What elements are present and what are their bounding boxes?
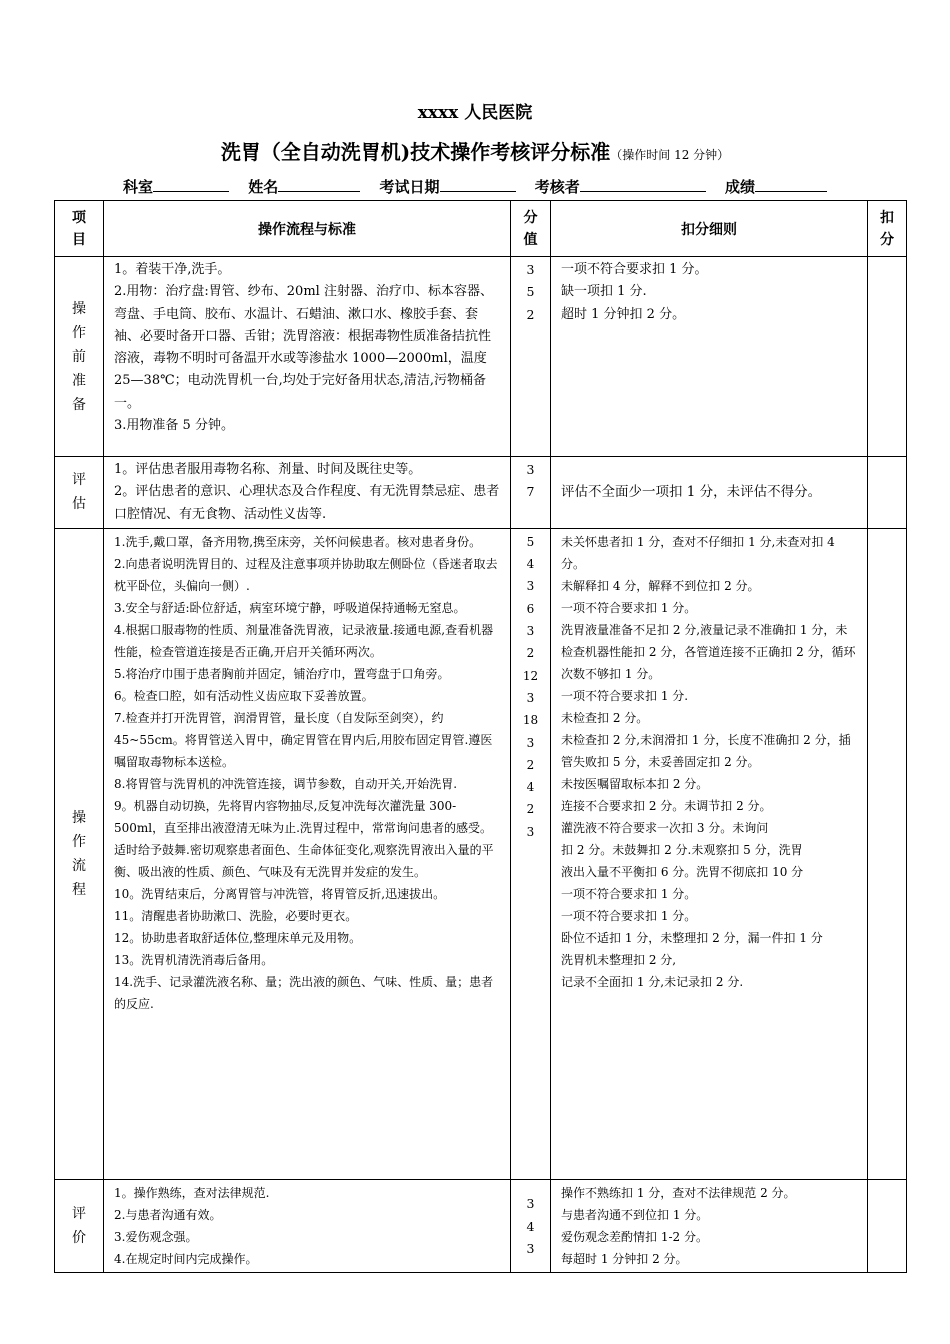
category-cell [55, 528, 104, 1179]
field-label-examiner: 考核者 [534, 178, 580, 196]
header-score: 分值 [511, 201, 551, 257]
category-label: 操作前准备 [72, 300, 86, 413]
deducted-cell[interactable] [868, 257, 907, 457]
deduction-item: 未关怀患者扣 1 分，查对不仔细扣 1 分,未查对扣 4 分。 [561, 534, 835, 571]
process-step: 1.洗手,戴口罩，备齐用物,携至床旁，关怀问候患者。核对患者身份。 [114, 534, 482, 549]
field-label-grade: 成绩 [724, 178, 755, 196]
process-step: 8.将胃管与洗胃机的冲洗管连接，调节参数，自动开关,开始洗胃. [114, 776, 458, 791]
deduction-item: 连接不合要求扣 2 分。未调节扣 2 分。 [561, 798, 772, 813]
score-value: 5 [526, 284, 535, 300]
process-step: 1。评估患者服用毒物名称、剂量、时间及既往史等。 [114, 462, 422, 477]
score-value: 3 [526, 1241, 535, 1257]
deduction-item: 未解释扣 4 分，解释不到位扣 2 分。 [561, 578, 760, 593]
deduction-item: 一项不符合要求扣 1 分。 [561, 262, 708, 277]
score-value: 3 [526, 824, 535, 839]
hospital-name: xxxx 人民医院 [417, 103, 533, 123]
category-cell [55, 457, 104, 529]
score-cell [511, 257, 551, 457]
field-label-name: 姓名 [248, 178, 279, 196]
process-step: 2.向患者说明洗胃目的、过程及注意事项并协助取左侧卧位（昏迷者取去枕平卧位，头偏向一侧）. [114, 556, 498, 593]
document-title [0, 136, 950, 165]
score-value: 2 [526, 306, 535, 322]
deduction-item: 卧位不适扣 1 分，未整理扣 2 分，漏一件扣 1 分 [561, 930, 823, 945]
process-cell [104, 457, 511, 529]
header-item: 项目 [55, 201, 104, 257]
field-blank-grade[interactable] [755, 177, 827, 192]
field-blank-examiner[interactable] [580, 177, 706, 192]
deducted-cell[interactable] [868, 457, 907, 529]
process-step: 1。着装干净,洗手。 [114, 262, 231, 277]
score-value: 2 [526, 646, 535, 661]
table-row [55, 1179, 907, 1272]
scoring-table [54, 200, 907, 1273]
process-step: 6。检查口腔，如有活动性义齿应取下妥善放置。 [114, 688, 374, 703]
deduction-item: 灌洗液不符合要求一次扣 3 分。未询问 [561, 820, 769, 835]
process-step: 4.在规定时间内完成操作。 [114, 1251, 258, 1266]
deducted-cell[interactable] [868, 528, 907, 1179]
score-value: 18 [522, 713, 539, 728]
deduction-cell [551, 457, 868, 529]
score-value: 6 [526, 601, 535, 616]
score-value: 3 [526, 579, 535, 594]
score-cell [511, 528, 551, 1179]
deduction-cell [551, 1179, 868, 1272]
title-note: （操作时间 12 分钟） [610, 148, 730, 162]
process-step: 3.安全与舒适:卧位舒适，病室环境宁静，呼吸道保持通畅无窒息。 [114, 600, 466, 615]
deduction-item: 爱伤观念差酌情扣 1-2 分。 [561, 1229, 708, 1244]
field-label-date: 考试日期 [379, 178, 440, 196]
table-row [55, 257, 907, 457]
deduction-item: 一项不符合要求扣 1 分。 [561, 886, 697, 901]
category-cell [55, 257, 104, 457]
score-value: 3 [526, 690, 535, 705]
deduction-item: 未检查扣 2 分,未润滑扣 1 分，长度不准确扣 2 分，插管失败扣 5 分，未妥善固定扣 2 分。 [561, 732, 851, 769]
field-label-dept: 科室 [122, 178, 153, 196]
deduction-item: 一项不符合要求扣 1 分。 [561, 908, 697, 923]
score-value: 4 [526, 557, 535, 572]
process-step: 2。评估患者的意识、心理状态及合作程度、有无洗胃禁忌症、患者口腔情况、有无食物、活动性义齿等. [114, 484, 500, 522]
score-value: 3 [526, 1196, 535, 1212]
deduction-item: 洗胃液量准备不足扣 2 分,液量记录不准确扣 1 分，未检查机器性能扣 2 分，各管道连接不正确扣 2 分，循环次数不够扣 1 分。 [561, 622, 856, 681]
deduction-item: 每超时 1 分钟扣 2 分。 [561, 1251, 688, 1266]
category-label: 评价 [72, 1205, 86, 1246]
score-cell [511, 457, 551, 529]
deduction-item: 记录不全面扣 1 分,未记录扣 2 分. [561, 974, 744, 989]
deducted-cell[interactable] [868, 1179, 907, 1272]
deduction-item: 洗胃机未整理扣 2 分, [561, 952, 677, 967]
score-value: 3 [526, 624, 535, 639]
process-step: 3.爱伤观念强。 [114, 1229, 198, 1244]
process-step: 1。操作熟练，查对法律规范. [114, 1185, 270, 1200]
score-value: 2 [526, 757, 535, 772]
score-value: 4 [526, 1218, 535, 1234]
info-line [0, 176, 950, 197]
field-blank-name[interactable] [278, 177, 360, 192]
table-row [55, 457, 907, 529]
score-value: 3 [526, 462, 535, 477]
deduction-item: 超时 1 分钟扣 2 分。 [561, 306, 686, 322]
table-row [55, 528, 907, 1179]
score-value: 4 [526, 780, 535, 795]
score-value: 2 [526, 802, 535, 817]
table-header-row [55, 201, 907, 257]
deduction-cell [551, 528, 868, 1179]
process-cell [104, 528, 511, 1179]
process-cell [104, 1179, 511, 1272]
deduction-item: 与患者沟通不到位扣 1 分。 [561, 1207, 709, 1222]
process-step: 9。机器自动切换，先将胃内容物抽尽,反复冲洗每次灌洗量 300-500ml，直至排出液澄清无味为止.洗胃过程中，常常询问患者的感受。适时给予鼓舞.密切观察患者面色、生命体征变化,观察洗胃液出入量的平衡、吸出液的性质、颜色、气味及有无洗胃并发症的发生。 [114, 798, 494, 879]
process-step: 3.用物准备 5 分钟。 [114, 418, 234, 434]
category-cell [55, 1179, 104, 1272]
header-process: 操作流程与标准 [104, 201, 511, 257]
process-step: 12。协助患者取舒适体位,整理床单元及用物。 [114, 930, 362, 945]
header-deduction: 扣分细则 [551, 201, 868, 257]
process-cell [104, 257, 511, 457]
title-main: 洗胃（全自动洗胃机)技术操作考核评分标准 [220, 140, 611, 164]
field-blank-dept[interactable] [153, 177, 229, 192]
process-step: 10。洗胃结束后，分离胃管与冲洗管，将胃管反折,迅速拔出。 [114, 886, 446, 901]
score-value: 3 [526, 735, 535, 750]
deduction-item: 液出入量不平衡扣 6 分。洗胃不彻底扣 10 分 [561, 864, 804, 879]
process-step: 2.用物：治疗盘:胃管、纱布、20ml 注射器、治疗巾、标本容器、弯盘、手电筒、胶布、水温计、石蜡油、漱口水、橡胶手套、套袖、必要时备开口器、舌钳；洗胃溶液：根据毒物性质准备拮抗性溶液，毒物不明时可备温开水或等渗盐水 1000—2000ml，温度 25—38℃；电动洗胃机一台,均处于完好备用状态,清洁,污物桶备一。 [114, 284, 493, 411]
process-step: 4.根据口服毒物的性质、剂量准备洗胃液，记录液量.接通电源,查看机器性能，检查管道连接是否正确,开启开关循环两次。 [114, 622, 494, 659]
score-value: 5 [526, 534, 535, 549]
field-blank-date[interactable] [440, 177, 516, 192]
deduction-item: 评估不全面少一项扣 1 分，未评估不得分。 [561, 484, 822, 501]
process-step: 14.洗手、记录灌洗液名称、量；洗出液的颜色、气味、性质、量；患者的反应. [114, 974, 494, 1011]
process-step: 5.将治疗巾围于患者胸前并固定，铺治疗巾，置弯盘于口角旁。 [114, 666, 450, 681]
score-cell [511, 1179, 551, 1272]
category-label: 评估 [72, 472, 86, 513]
deduction-item: 缺一项扣 1 分. [561, 284, 647, 300]
category-label: 操作流程 [72, 809, 86, 898]
deduction-item: 一项不符合要求扣 1 分。 [561, 600, 697, 615]
process-step: 2.与患者沟通有效。 [114, 1207, 222, 1222]
score-value: 12 [522, 668, 539, 683]
deduction-item: 操作不熟练扣 1 分，查对不法律规范 2 分。 [561, 1185, 796, 1200]
process-step: 7.检查并打开洗胃管，润滑胃管，量长度（自发际至剑突），约 45~55cm。将胃管送入胃中，确定胃管在胃内后,用胶布固定胃管.遵医嘱留取毒物标本送检。 [114, 710, 493, 769]
process-step: 13。洗胃机清洗消毒后备用。 [114, 952, 274, 967]
deduction-item: 扣 2 分。未鼓舞扣 2 分.未观察扣 5 分，洗胃 [561, 842, 803, 857]
header-deducted: 扣分 [868, 201, 907, 257]
deduction-item: 未按医嘱留取标本扣 2 分。 [561, 776, 709, 791]
deduction-cell [551, 257, 868, 457]
score-value: 3 [526, 262, 535, 277]
process-step: 11。清醒患者协助漱口、洗脸，必要时更衣。 [114, 908, 358, 923]
deduction-item: 未检查扣 2 分。 [561, 710, 649, 725]
score-value: 7 [526, 484, 535, 500]
deduction-item: 一项不符合要求扣 1 分. [561, 688, 689, 703]
